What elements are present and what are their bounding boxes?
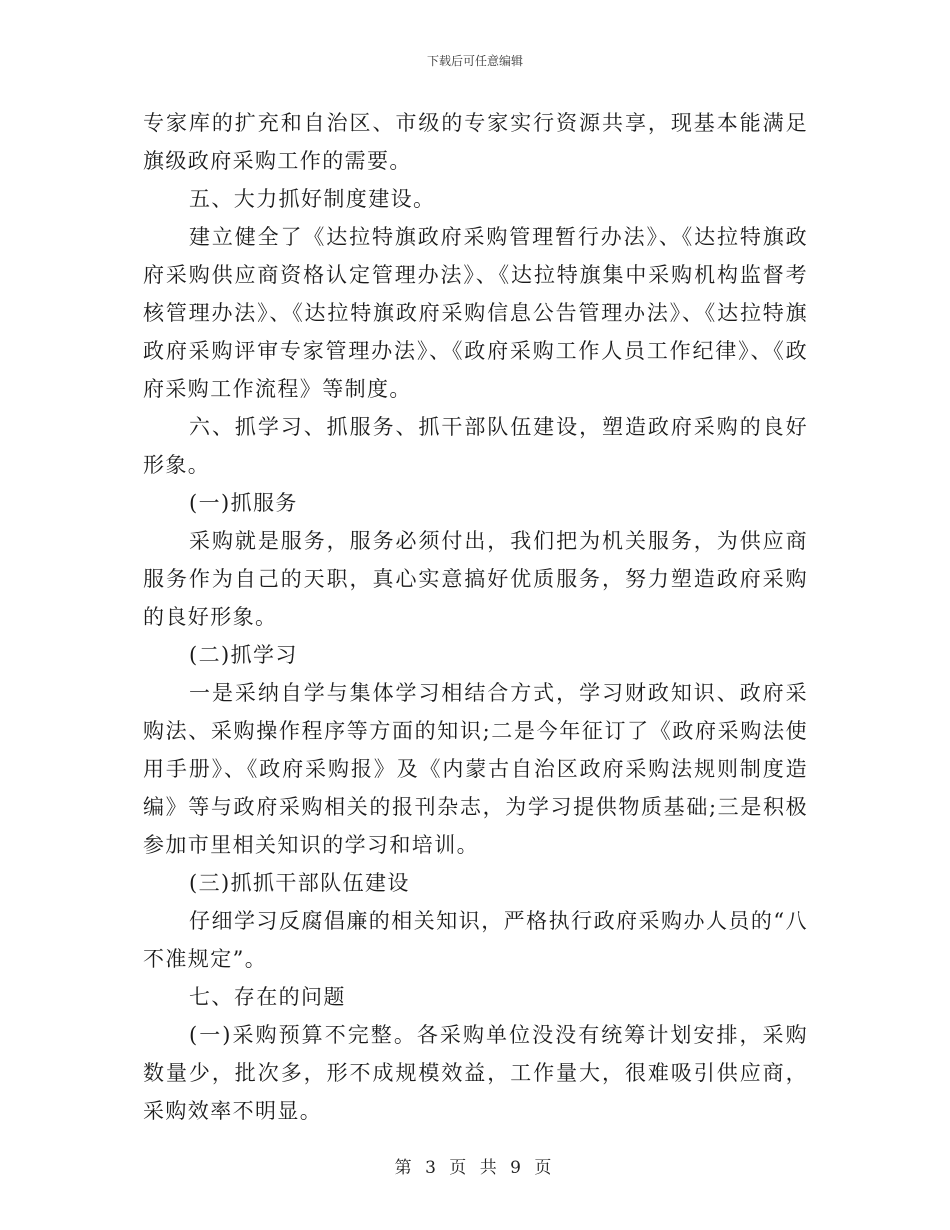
paragraph: 一是采纳自学与集体学习相结合方式，学习财政知识、政府采购法、采购操作程序等方面的知识;二是今年征订了《政府采购法使用手册》、《政府采购报》及《内蒙古自治区政府采购法规则制度造编》等与政府采购相关的报刊杂志，为学习提供物质基础;三是积极参加市里相关知识的学习和培训。	[143, 681, 808, 857]
subsection-heading: (一)抓服务	[189, 491, 298, 515]
subsection-heading: (三)抓抓干部队伍建设	[189, 871, 410, 895]
document-body	[143, 104, 808, 1130]
paragraph: 仔细学习反腐倡廉的相关知识，严格执行政府采购办人员的“八不准规定”。	[143, 909, 808, 971]
section-heading: 六、抓学习、抓服务、抓干部队伍建设，塑造政府采购的良好形象。	[143, 415, 808, 477]
section-heading: 七、存在的问题	[189, 985, 346, 1009]
paragraph: 专家库的扩充和自治区、市级的专家实行资源共享，现基本能满足旗级政府采购工作的需要。	[143, 111, 808, 173]
page-number-footer: 第 3 页 共 9 页	[394, 1158, 556, 1178]
paragraph: 建立健全了《达拉特旗政府采购管理暂行办法》、《达拉特旗政府采购供应商资格认定管理办法》、《达拉特旗集中采购机构监督考核管理办法》、《达拉特旗政府采购信息公告管理办法》、《达拉特旗政府采购评审专家管理办法》、《政府采购工作人员工作纪律》、《政府采购工作流程》等制度。	[143, 225, 808, 401]
paragraph: (一)采购预算不完整。各采购单位没没有统筹计划安排，采购数量少，批次多，形不成规模效益，工作量大，很难吸引供应商，采购效率不明显。	[143, 1023, 808, 1123]
subsection-heading: (二)抓学习	[189, 643, 298, 667]
paragraph: 采购就是服务，服务必须付出，我们把为机关服务，为供应商服务作为自己的天职，真心实意搞好优质服务，努力塑造政府采购的良好形象。	[143, 529, 808, 629]
section-heading: 五、大力抓好制度建设。	[189, 187, 436, 211]
page-header: 下载后可任意编辑	[426, 54, 523, 68]
